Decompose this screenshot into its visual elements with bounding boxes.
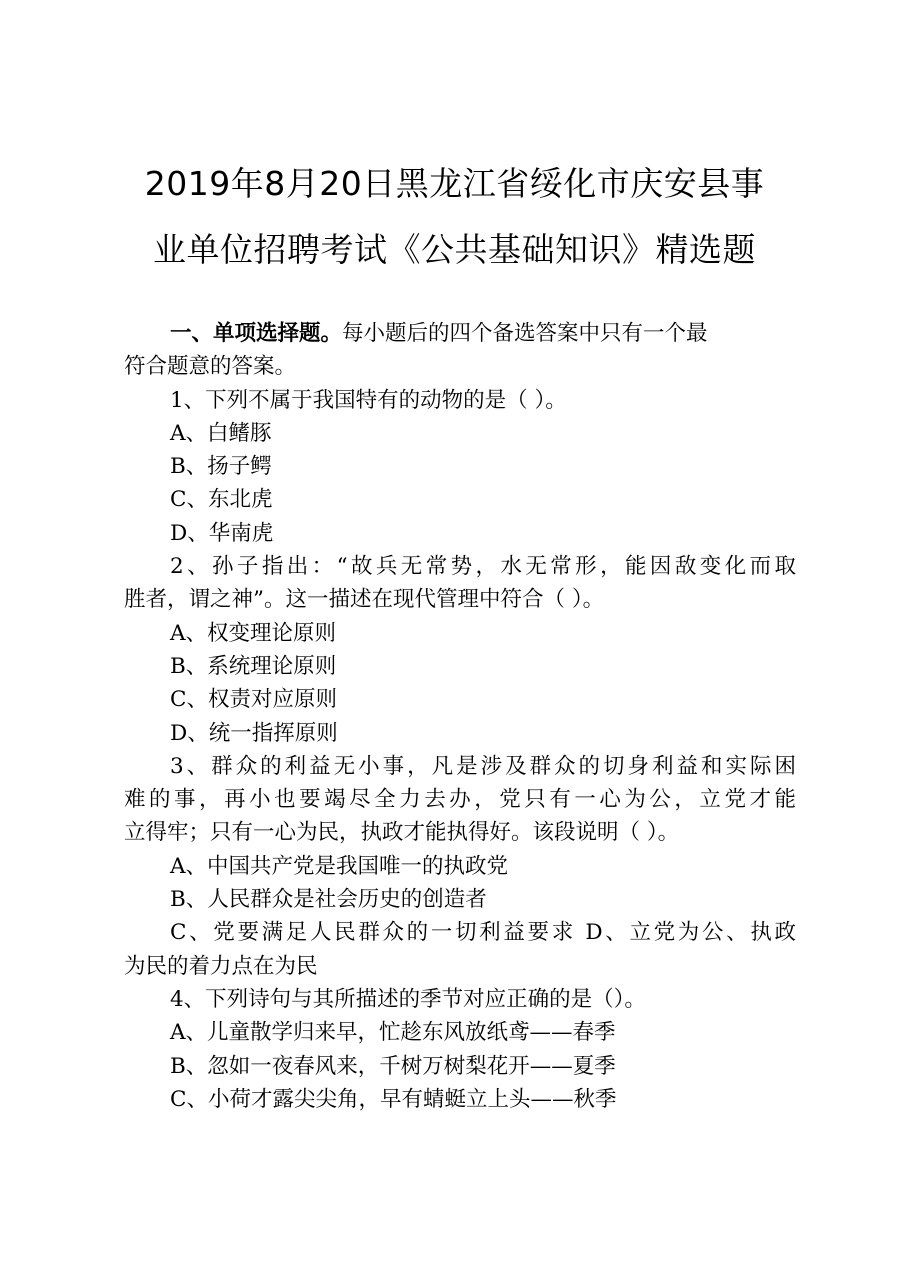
question-3-option-d-continued: 为民的着力点在为民 <box>124 953 318 979</box>
question-3-option-c-d: C、党要满足人民群众的一切利益要求 D、立党为公、执政 <box>170 920 796 946</box>
question-3-stem-line-2: 难的事，再小也要竭尽全力去办，党只有一心为公，立党才能 <box>124 787 796 813</box>
question-4-stem: 4、下列诗句与其所描述的季节对应正确的是（）。 <box>170 986 646 1012</box>
question-2-stem-line-1: 2、孙子指出：“故兵无常势，水无常形，能因敌变化而取 <box>170 554 796 580</box>
section-heading: 一、单项选择题。 <box>170 321 343 346</box>
question-1-option-c: C、东北虎 <box>170 487 273 513</box>
question-1-option-a: A、白鳍豚 <box>170 420 272 446</box>
section-instruction-continued: 符合题意的答案。 <box>124 354 297 380</box>
question-2-option-c: C、权责对应原则 <box>170 687 337 713</box>
question-2-stem-line-2: 胜者，谓之神”。这一描述在现代管理中符合（ ）。 <box>124 587 605 613</box>
question-1-stem: 1、下列不属于我国特有的动物的是（ ）。 <box>170 387 567 413</box>
question-3-stem-line-1: 3、群众的利益无小事，凡是涉及群众的切身利益和实际困 <box>170 753 796 779</box>
section-heading-line <box>124 317 796 350</box>
question-3-option-b: B、人民群众是社会历史的创造者 <box>170 887 487 913</box>
question-4-option-a: A、儿童散学归来早，忙趁东风放纸鸢——春季 <box>170 1020 616 1046</box>
question-3-stem-line-3: 立得牢；只有一心为民，执政才能执得好。该段说明（ ）。 <box>124 820 680 846</box>
document-body <box>124 317 796 1116</box>
question-3-option-a: A、中国共产党是我国唯一的执政党 <box>170 853 509 879</box>
question-1-option-b: B、扬子鳄 <box>170 454 272 480</box>
question-1-option-d: D、华南虎 <box>170 520 274 546</box>
question-4-option-b: B、忽如一夜春风来，千树万树梨花开——夏季 <box>170 1053 616 1079</box>
document-title-line-1: 2019年8月20日黑龙江省绥化市庆安县事 <box>144 164 765 203</box>
section-instruction: 每小题后的四个备选答案中只有一个最 <box>342 321 708 346</box>
question-2-option-a: A、权变理论原则 <box>170 620 337 646</box>
question-2-option-d: D、统一指挥原则 <box>170 720 338 746</box>
document-title-line-2: 业单位招聘考试《公共基础知识》精选题 <box>153 230 756 269</box>
question-2-option-b: B、系统理论原则 <box>170 653 337 679</box>
question-4-option-c: C、小荷才露尖尖角，早有蜻蜓立上头——秋季 <box>170 1086 617 1112</box>
